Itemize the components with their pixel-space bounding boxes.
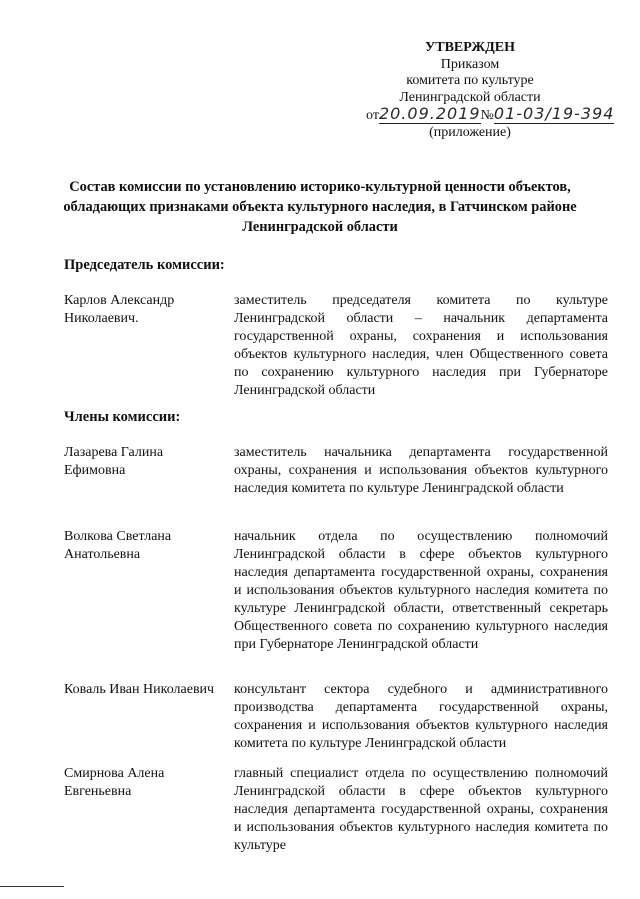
appendix-label: (приложение) — [429, 124, 511, 140]
members-heading: Члены комиссии: — [64, 409, 181, 425]
document-title: Состав комиссии по установлению историко-культурной ценности объектов, обладающих признаками объекта культурного наследия, в Гатчинском районе Ленинградской области — [63, 179, 577, 235]
person-role: главный специалист отдела по осуществлению полномочий Ленинградской области в сфере объектов культурного наследия департамента государственной охраны, сохранения и использования объектов культурного наследия комитета по культуре — [234, 766, 608, 853]
approval-date-line — [366, 104, 615, 125]
approval-line-committee: комитета по культуре — [406, 73, 534, 88]
person-role: заместитель начальника департамента государственной охраны, сохранения и использования объектов культурного наследия комитета по культуре Ленинградской области — [234, 445, 608, 496]
person-name: Волкова Светлана Анатольевна — [64, 529, 172, 562]
handwritten-number: 01-03/19-394 — [493, 104, 615, 123]
number-label: № — [480, 108, 494, 123]
chair-heading: Председатель комиссии: — [64, 257, 225, 273]
person-name: Коваль Иван Николаевич — [64, 682, 215, 697]
person-role: заместитель председателя комитета по культуре Ленинградской области – начальник департамента государственной охраны, сохранения и использования объектов культурного наследия, член Общественного совета по сохранению культурного наследия при Губернаторе Ленинградской области — [234, 293, 608, 398]
person-role: консультант сектора судебного и административного производства департамента государственной охраны, сохранения и использования объектов культурного наследия комитета по культуре Ленинградской области — [234, 682, 608, 751]
person-name: Смирнова Алена Евгеньевна — [64, 766, 165, 799]
handwritten-date: 20.09.2019 — [378, 104, 481, 123]
from-label: от — [366, 108, 379, 123]
person-name: Карлов Александр Николаевич. — [64, 293, 175, 326]
approval-line-order: Приказом — [440, 56, 500, 72]
approval-block — [366, 40, 615, 141]
approval-title: УТВЕРЖДЕН — [424, 40, 516, 55]
person-name: Лазарева Галина Ефимовна — [64, 445, 164, 478]
person-role: начальник отдела по осуществлению полномочий Ленинградской области в сфере объектов культурного наследия департамента государственной охраны, сохранения и использования объектов культурного наследия комитета по культуре Ленинградской области, ответственный секретарь Общественного совета по сохранению культурного наследия при Губернаторе Ленинградской области — [234, 529, 608, 652]
approval-line-region: Ленинградской области — [399, 89, 541, 105]
footnote-divider — [0, 886, 64, 887]
